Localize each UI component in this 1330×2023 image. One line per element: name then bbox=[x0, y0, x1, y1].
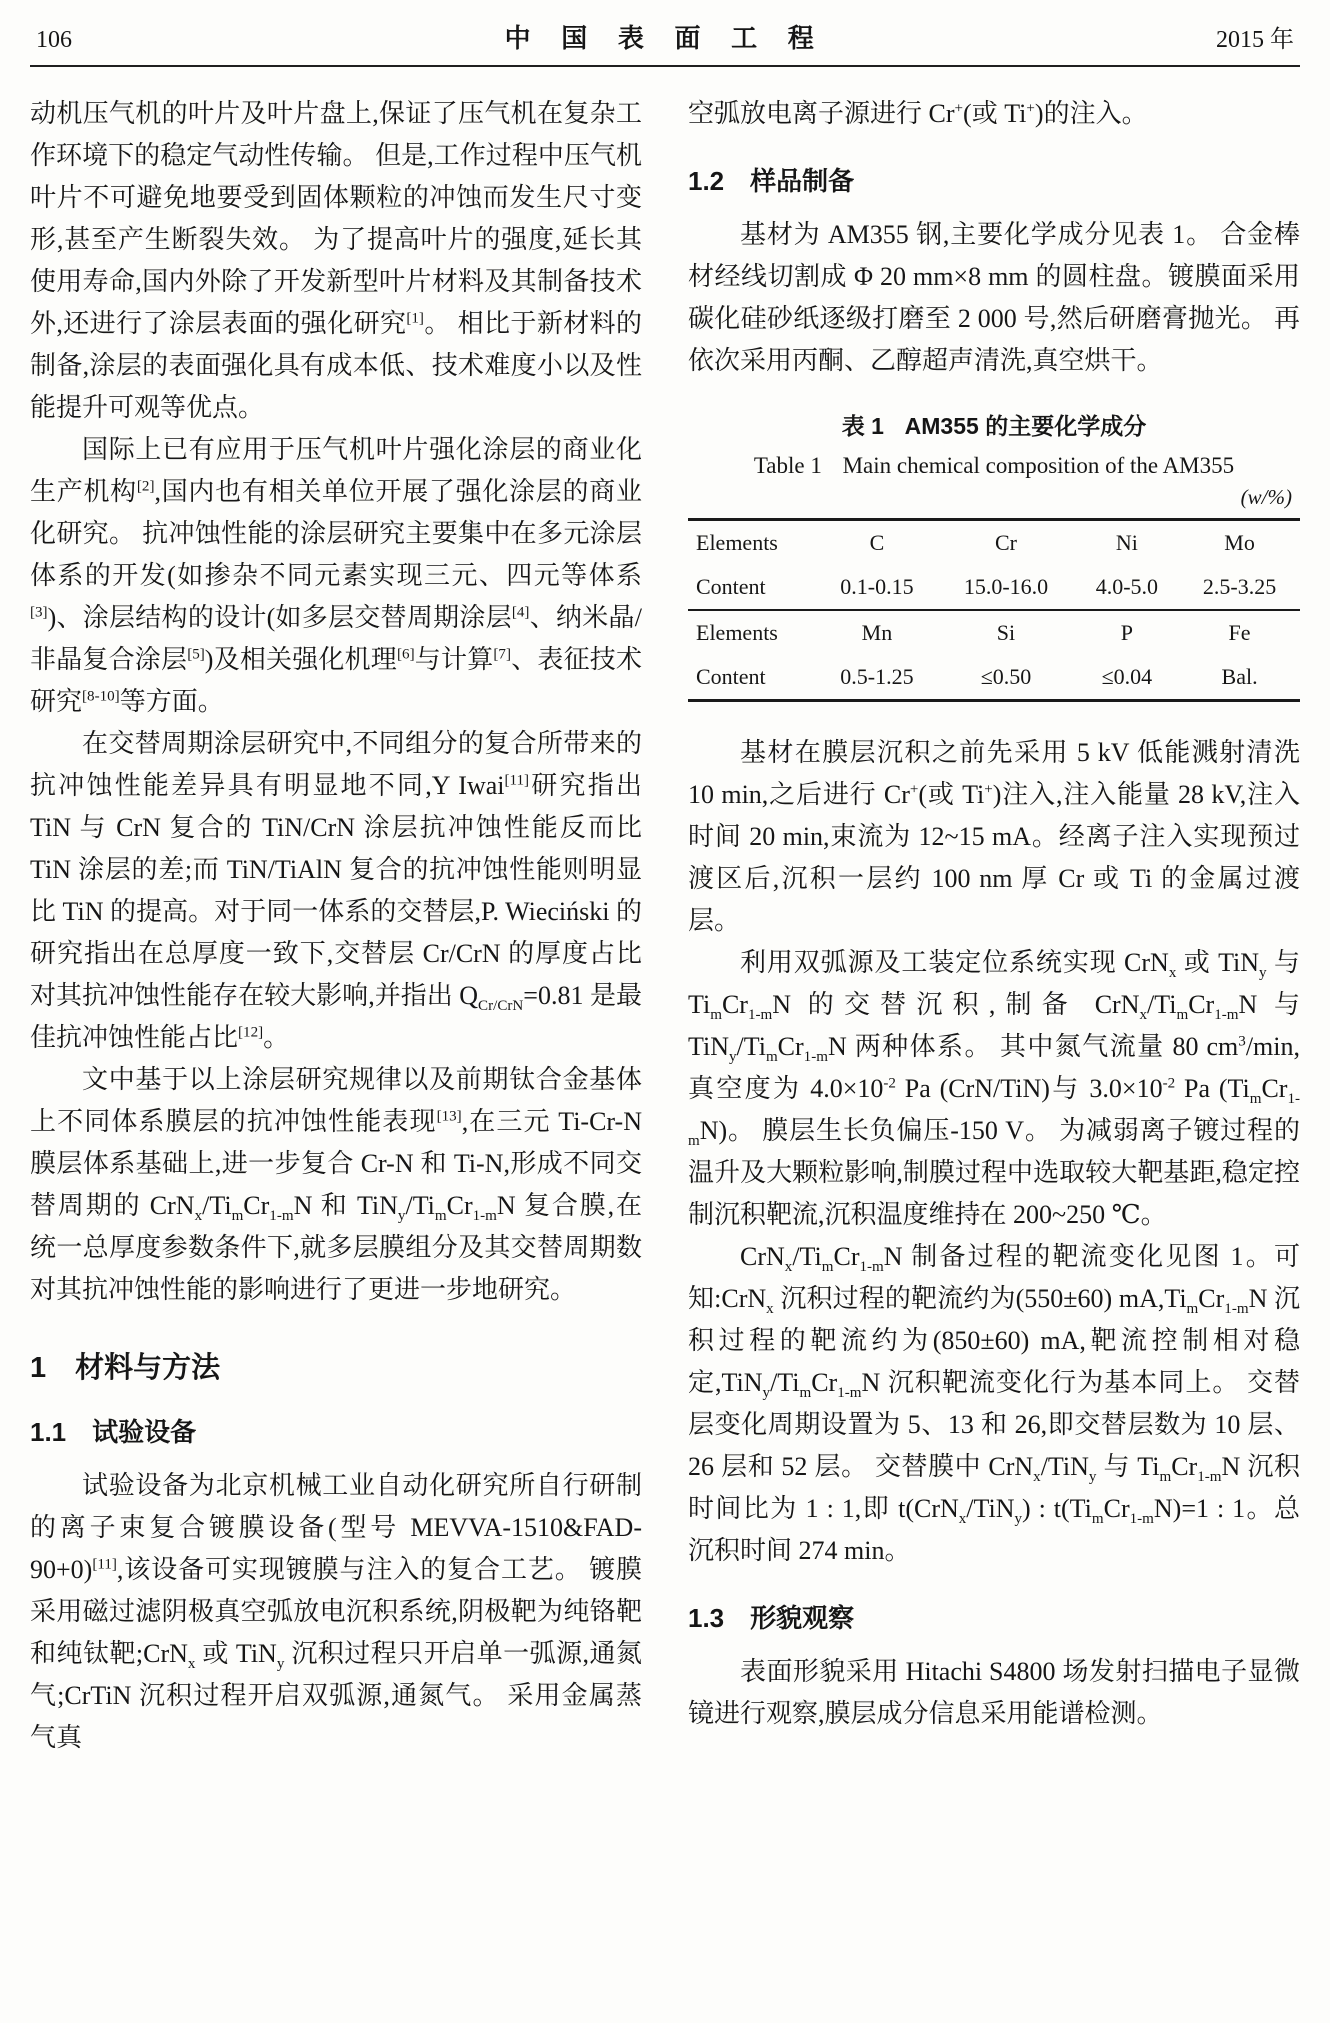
paragraph: 利用双弧源及工装定位系统实现 CrN$_x$ 或 TiN$_y$ 与 $Ti_mCr_{1-m}N$ 的交替沉积,制备 $CrN_x/Ti_mCr_{1-m}N$ 与 $TiN_y/Ti_mCr_{1-m}N$ 两种体系。 其中氮气流量 80 $cm^3/\min$,真空度为 $4.0\times 10^{-2}$ Pa (CrN/TiN)与 $3.0\times 10^{-2}$ Pa $(Ti_mCr_{1-m}N)$。 膜层生长负偏压-150 V。 为减弱离子镀过程的温升及大颗粒影响,制膜过程中选取较大靶基距,稳定控制沉积靶流,沉积温度维持在 200~250 ℃。 bbox=[688, 948, 1300, 1229]
paragraph: 空弧放电离子源进行 Cr+(或 Ti+)的注入。 bbox=[688, 99, 1148, 128]
table-cell: ≤0.04 bbox=[1101, 664, 1153, 689]
table-cell: Content bbox=[696, 664, 766, 689]
table-cell: 0.5-1.25 bbox=[840, 664, 914, 689]
table-caption-zh-label: 表 1 bbox=[841, 413, 884, 439]
subsection-title: 样品制备 bbox=[750, 166, 855, 196]
paragraph: 基材在膜层沉积之前先采用 5 kV 低能溅射清洗 10 min,之后进行 Cr+(或 Ti+)注入,注入能量 28 kV,注入时间 20 min,束流为 12~15 mA。经离子注入实现预过渡区后,沉积一层约 100 nm 厚 Cr 或 Ti 的金属过渡层。 bbox=[688, 738, 1300, 935]
table-cell: Mn bbox=[861, 620, 893, 645]
table-cell: ≤0.50 bbox=[980, 664, 1032, 689]
table-row bbox=[688, 520, 1300, 566]
two-column-body bbox=[30, 93, 1300, 1759]
paragraph: 文中基于以上涂层研究规律以及前期钛合金基体上不同体系膜层的抗冲蚀性能表现[13],在三元 Ti-Cr-N 膜层体系基础上,进一步复合 Cr-N 和 Ti-N,形成不同交替周期的 $CrN_x/Ti_mCr_{1-m}N$ 和 $TiN_y/Ti_mCr_{1-m}N$ 复合膜,在统一总厚度参数条件下,就多层膜组分及其交替周期数对其抗冲蚀性能的影响进行了更进一步地研究。 bbox=[30, 1065, 643, 1304]
table-cell: Elements bbox=[696, 530, 778, 555]
table-cell: Fe bbox=[1228, 620, 1251, 645]
table-row bbox=[688, 655, 1300, 701]
table-row bbox=[688, 610, 1300, 655]
subsection-title: 形貌观察 bbox=[750, 1603, 855, 1633]
section-heading-1 bbox=[30, 1345, 642, 1386]
table-cell: P bbox=[1120, 620, 1133, 645]
subsection-heading-1-3 bbox=[688, 1598, 1300, 1635]
table-1-block bbox=[688, 408, 1300, 702]
table-cell: 0.1-0.15 bbox=[817, 565, 938, 610]
table-caption-en bbox=[688, 453, 1300, 479]
journal-title: 中 国 表 面 工 程 bbox=[504, 23, 826, 53]
section-title: 材料与方法 bbox=[75, 1352, 221, 1384]
subsection-number: 1.1 bbox=[30, 1417, 67, 1447]
page-number: 106 bbox=[36, 27, 72, 53]
page-header bbox=[30, 16, 1300, 67]
paragraph: 试验设备为北京机械工业自动化研究所自行研制的离子束复合镀膜设备(型号 MEVVA-1510&FAD-90+0)[11],该设备可实现镀膜与注入的复合工艺。 镀膜采用磁过滤阴极真空弧放电沉积系统,阴极靶为纯铬靶和纯钛靶;CrN$_x$ 或 TiN$_y$ 沉积过程只开启单一弧源,通氮气;CrTiN 沉积过程开启双弧源,通氮气。 采用金属蒸气真 bbox=[30, 1471, 642, 1752]
left-column bbox=[30, 93, 642, 1759]
table-cell: 15.0-16.0 bbox=[937, 565, 1074, 610]
subsection-number: 1.2 bbox=[688, 166, 725, 196]
subsection-heading-1-2 bbox=[688, 161, 1300, 198]
table-caption-zh-text: AM355 的主要化学成分 bbox=[904, 413, 1147, 439]
table-caption-zh bbox=[688, 408, 1300, 441]
section-number: 1 bbox=[30, 1352, 47, 1384]
right-column bbox=[688, 93, 1300, 1759]
table-cell: Si bbox=[996, 620, 1016, 645]
issue-year: 2015 年 bbox=[1216, 27, 1294, 53]
paragraph: 在交替周期涂层研究中,不同组分的复合所带来的抗冲蚀性能差异具有明显地不同,Y Iwai[11]研究指出 TiN 与 CrN 复合的 TiN/CrN 涂层抗冲蚀性能反而比 TiN 涂层的差;而 TiN/TiAlN 复合的抗冲蚀性能则明显比 TiN 的提高。对于同一体系的交替层,P. Wieciński 的研究指出在总厚度一致下,交替层 Cr/CrN 的厚度占比对其抗冲蚀性能存在较大影响,并指出 $Q_{Cr/CrN}=0.81$ 是最佳抗冲蚀性能占比[12]。 bbox=[30, 729, 642, 1052]
subsection-number: 1.3 bbox=[688, 1603, 725, 1633]
table-cell: Bal. bbox=[1221, 664, 1258, 689]
table-caption-en-text: Main chemical composition of the AM355 bbox=[842, 453, 1235, 478]
paragraph: 基材为 AM355 钢,主要化学成分见表 1。 合金棒材经线切割成 Φ 20 mm×8 mm 的圆柱盘。镀膜面采用碳化硅砂纸逐级打磨至 2 000 号,然后研磨膏抛光。 再依次采用丙酮、乙醇超声清洗,真空烘干。 bbox=[688, 220, 1300, 375]
table-row bbox=[688, 565, 1300, 610]
table-cell: Cr bbox=[994, 530, 1017, 555]
table-cell: Elements bbox=[696, 620, 778, 645]
subsection-title: 试验设备 bbox=[92, 1417, 197, 1447]
paragraph: 动机压气机的叶片及叶片盘上,保证了压气机在复杂工作环境下的稳定气动性传输。 但是,工作过程中压气机叶片不可避免地要受到固体颗粒的冲蚀而发生尺寸变形,甚至产生断裂失效。 为了提高叶片的强度,延长其使用寿命,国内外除了开发新型叶片材料及其制备技术外,还进行了涂层表面的强化研究[1]。 相比于新材料的制备,涂层的表面强化具有成本低、技术难度小以及性能提升可观等优点。 bbox=[30, 99, 642, 422]
table-1 bbox=[688, 518, 1300, 702]
table-cell: 4.0-5.0 bbox=[1075, 565, 1180, 610]
subsection-heading-1-1 bbox=[30, 1412, 642, 1449]
table-cell: Content bbox=[688, 565, 817, 610]
table-cell: C bbox=[869, 530, 885, 555]
table-cell: Ni bbox=[1115, 530, 1138, 555]
table-cell: 2.5-3.25 bbox=[1179, 565, 1300, 610]
table-caption-en-label: Table 1 bbox=[753, 453, 822, 478]
paragraph: 表面形貌采用 Hitachi S4800 场发射扫描电子显微镜进行观察,膜层成分信息采用能谱检测。 bbox=[688, 1657, 1300, 1728]
table-cell: Mo bbox=[1224, 530, 1255, 555]
paragraph: 国际上已有应用于压气机叶片强化涂层的商业化生产机构[2],国内也有相关单位开展了强化涂层的商业化研究。 抗冲蚀性能的涂层研究主要集中在多元涂层体系的开发(如掺杂不同元素实现三元、四元等体系[3])、涂层结构的设计(如多层交替周期涂层[4]、纳米晶/非晶复合涂层[5])及相关强化机理[6]与计算[7]、表征技术研究[8-10]等方面。 bbox=[30, 435, 642, 716]
table-unit-label: (w/%) bbox=[1240, 485, 1292, 509]
paragraph: $CrN_x/Ti_mCr_{1-m}N$ 制备过程的靶流变化见图 1。可知:CrN$_x$ 沉积过程的靶流约为(550±60) $mA,Ti_mCr_{1-m}N$ 沉积过程的靶流约为(850±60) mA,靶流控制相对稳定$,TiN_y/Ti_mCr_{1-m}N$ 沉积靶流变化行为基本同上。 交替层变化周期设置为 5、13 和 26,即交替层数为 10 层、26 层和 52 层。 交替膜中 CrN$_x$/TiN$_y$ 与 $Ti_mCr_{1-m}N$ 沉积时间比为 1 : 1,即 t(CrN$_x$/TiN$_y$) : $t(Ti_mCr_{1-m}N)=1$ : 1。总沉积时间 274 min。 bbox=[688, 1242, 1300, 1565]
